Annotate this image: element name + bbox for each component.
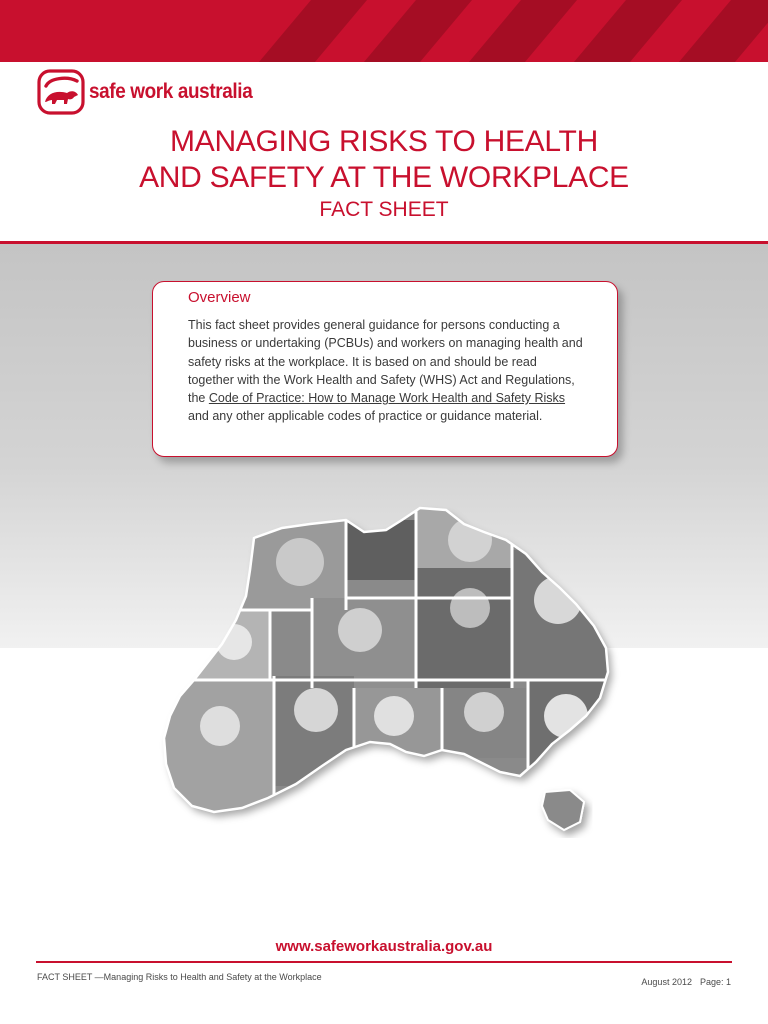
banner-stripe xyxy=(469,0,577,62)
overview-heading: Overview xyxy=(188,289,251,306)
footer-date: August 2012 xyxy=(641,977,692,987)
footer-meta xyxy=(641,977,731,987)
australia-map-photo-collage-icon xyxy=(150,490,630,840)
brand-name: safe work australia xyxy=(89,80,253,103)
kangaroo-crossing-icon xyxy=(37,69,85,115)
page-title-line-2: AND SAFETY AT THE WORKPLACE xyxy=(139,161,629,194)
brand-logo xyxy=(37,68,271,116)
banner-stripe xyxy=(679,0,768,62)
overview-box xyxy=(152,281,618,457)
title-block xyxy=(0,124,768,223)
overview-text-part: This fact sheet provides general guidance for persons conducting a business or undertaking (PCBUs) and workers on managing health and safety risks at the workplace. It is based on and should be read together with the Work Health and Safety (WHS) Act and Regulations, the xyxy=(188,318,583,406)
top-banner xyxy=(0,0,768,62)
australia-photo-collage xyxy=(150,490,630,840)
website-link[interactable]: www.safeworkaustralia.gov.au xyxy=(275,938,493,955)
banner-stripe xyxy=(259,0,367,62)
footer-page-number: Page: 1 xyxy=(699,977,731,987)
page-title-line-1: MANAGING RISKS TO HEALTH xyxy=(170,125,598,158)
code-of-practice-link[interactable]: Code of Practice: How to Manage Work Health and Safety Risks xyxy=(208,391,566,406)
footer-document-title: FACT SHEET —Managing Risks to Health and Safety at the Workplace xyxy=(37,972,322,982)
banner-stripe xyxy=(574,0,682,62)
page-subtitle: FACT SHEET xyxy=(319,198,449,221)
footer-divider xyxy=(36,961,732,963)
overview-text-part: and any other applicable codes of practice or guidance material. xyxy=(188,409,543,424)
banner-stripe xyxy=(364,0,472,62)
overview-text xyxy=(188,316,583,426)
